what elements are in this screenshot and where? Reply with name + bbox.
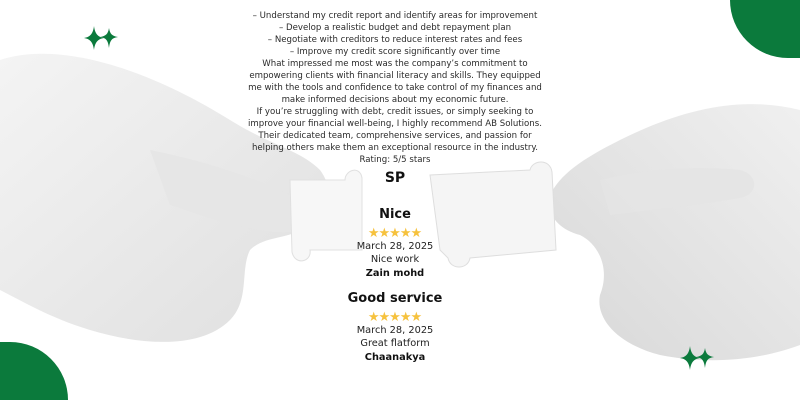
testimonial-line: – Improve my credit score significantly over time: [289, 47, 501, 57]
review-author: Chaanakya: [364, 352, 426, 363]
testimonial-line: helping others make them an exceptional resource in the industry.: [251, 143, 539, 153]
rating-text: Rating: 5/5 stars: [359, 155, 431, 165]
testimonial-line: make informed decisions about my economic future.: [281, 95, 509, 105]
review-author: Zain mohd: [365, 268, 425, 279]
sparkle-icon: [84, 22, 120, 58]
review-card: [230, 206, 560, 281]
testimonial-line: Their dedicated team, comprehensive services, and passion for: [258, 131, 532, 141]
star-icon: ★: [410, 310, 423, 325]
testimonial-content: [230, 10, 560, 363]
review-body: Great flatform: [360, 338, 430, 349]
author-initials: SP: [384, 170, 406, 186]
star-icon: ★: [367, 226, 380, 241]
testimonial-line: – Develop a realistic budget and debt repayment plan: [278, 23, 512, 33]
star-icon: ★: [367, 310, 380, 325]
testimonial-line: What impressed me most was the company’s commitment to: [262, 59, 528, 69]
star-icon: ★: [389, 226, 401, 241]
sparkle-icon: [680, 342, 716, 378]
review-title: Nice: [379, 207, 411, 222]
star-icon: ★: [410, 226, 423, 241]
star-icon: ★: [378, 310, 391, 325]
review-date: March 28, 2025: [356, 241, 434, 252]
review-date: March 28, 2025: [356, 325, 434, 336]
testimonial-line: me with the tools and confidence to take control of my finances and: [248, 83, 542, 93]
star-icon: ★: [399, 226, 412, 241]
star-icon: ★: [389, 310, 401, 325]
review-body: Nice work: [370, 254, 420, 265]
review-title: Good service: [347, 291, 443, 306]
star-rating: [230, 309, 560, 323]
star-rating: [230, 225, 560, 239]
review-card: [230, 290, 560, 365]
testimonial-line: – Understand my credit report and identify areas for improvement: [252, 11, 538, 21]
star-icon: ★: [399, 310, 412, 325]
star-icon: ★: [378, 226, 391, 241]
testimonial-line: – Negotiate with creditors to reduce interest rates and fees: [267, 35, 523, 45]
testimonial-line: If you’re struggling with debt, credit issues, or simply seeking to: [256, 107, 534, 117]
testimonial-body: [230, 10, 560, 166]
testimonial-line: improve your financial well-being, I highly recommend AB Solutions.: [248, 119, 542, 129]
testimonial-line: empowering clients with financial literacy and skills. They equipped: [249, 71, 541, 81]
